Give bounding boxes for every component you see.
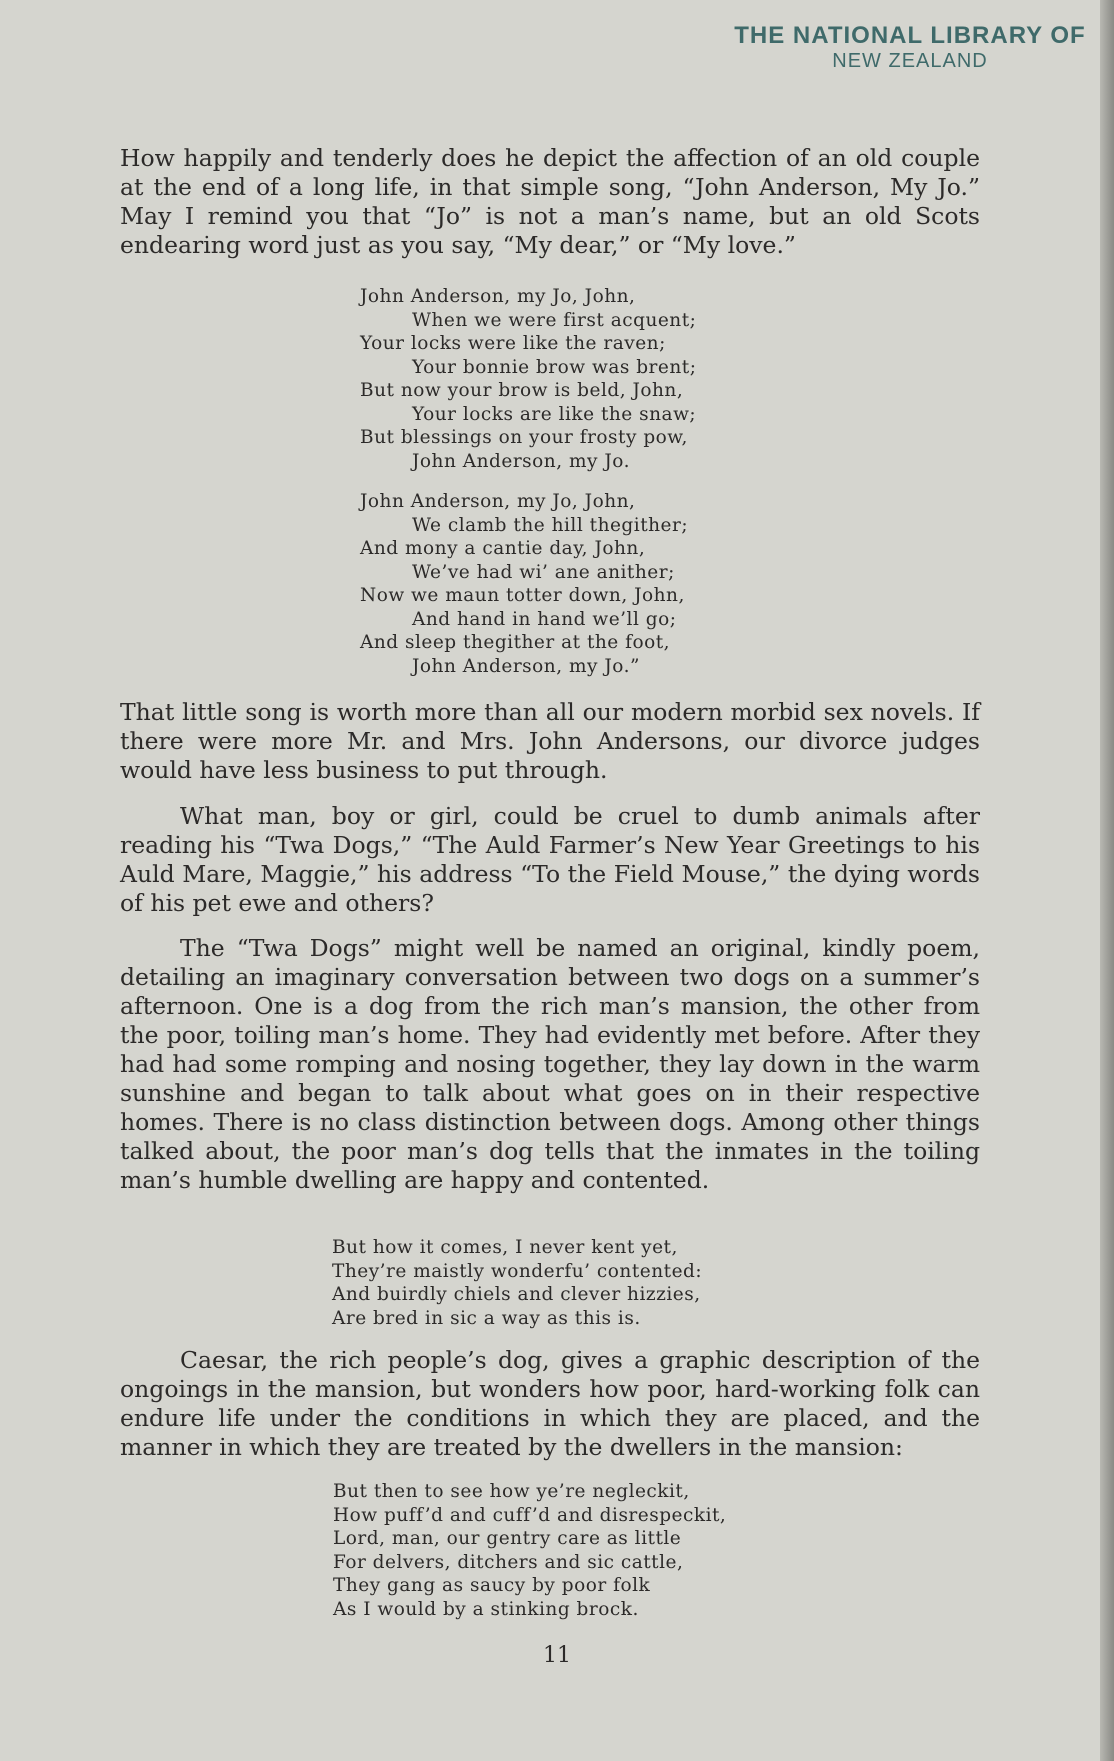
- poem-line: They gang as saucy by poor folk: [333, 1575, 651, 1596]
- paragraph-text: The “Twa Dogs” might well be named an original, kindly poem, detailing an imaginary conversation between two dogs on a summer’s afternoon. One is a dog from the rich man’s mansion, the other from the poor, toiling man’s home. They had evidently met before. After they had had some romping and nosing together, they lay down in the warm sunshine and began to talk about what goes on in their respective homes. There is no class distinction between dogs. Among other things talked about, the poor man’s dog tells that the inmates in the toiling man’s humble dwelling are happy and contented.: [120, 934, 980, 1194]
- poem-line: John Anderson, my Jo, John,: [360, 286, 636, 307]
- poem-line: And sleep thegither at the foot,: [360, 632, 671, 653]
- book-spine-edge: [1100, 0, 1114, 1761]
- poem-line: But then to see how ye’re negleckit,: [333, 1481, 690, 1502]
- poem-stanza-1: [360, 285, 696, 473]
- poem-line: Your bonnie brow was brent;: [412, 356, 697, 378]
- poem-line: We’ve had wi’ ane anither;: [412, 561, 675, 583]
- poem-line: Now we maun totter down, John,: [360, 585, 685, 606]
- paragraph-intro: [120, 144, 980, 260]
- poem-line: They’re maistly wonderfu’ contented:: [332, 1260, 703, 1282]
- poem-line: And mony a cantie day, John,: [360, 538, 646, 559]
- paragraph-caesar: [120, 1346, 980, 1462]
- stamp-line-2: NEW ZEALAND: [832, 50, 988, 72]
- paragraph-text: Caesar, the rich people’s dog, gives a graphic description of the ongoings in the mansion, but wonders how poor, hard-working folk can endure life under the conditions in which they are placed, and the manner in which they are treated by the dwellers in the mansion:: [120, 1346, 980, 1461]
- poem-line: John Anderson, my Jo.”: [412, 655, 640, 677]
- stamp-line-1: THE NATIONAL LIBRARY OF: [734, 22, 1086, 49]
- poem-line: For delvers, ditchers and sic cattle,: [333, 1551, 684, 1573]
- poem-line: When we were first acquent;: [412, 309, 697, 331]
- paragraph-animals: [120, 802, 980, 918]
- paragraph-text: That little song is worth more than all our modern morbid sex novels. If there were more Mr. and Mrs. John Andersons, our divorce judges would have less business to put through.: [120, 698, 980, 784]
- poem-line: And hand in hand we’ll go;: [412, 608, 677, 630]
- paragraph-twa-dogs: [120, 934, 980, 1195]
- poem-quote-2: [333, 1480, 726, 1621]
- poem-stanza-2: [360, 490, 688, 678]
- poem-line: Your locks were like the raven;: [360, 333, 666, 354]
- page-number: 11: [543, 1643, 571, 1668]
- paragraph-text: How happily and tenderly does he depict the affection of an old couple at the end of a long life, in that simple song, “John Anderson, My Jo.” May I remind you that “Jo” is not a man’s name, but an old Scots endearing word just as you say, “My dear,” or “My love.”: [120, 144, 980, 259]
- poem-line: Your locks are like the snaw;: [412, 403, 697, 425]
- poem-quote-1: [332, 1236, 702, 1330]
- poem-line: Lord, man, our gentry care as little: [333, 1528, 682, 1549]
- poem-line: But now your brow is beld, John,: [360, 380, 684, 401]
- library-stamp: [720, 22, 1100, 73]
- poem-line: But blessings on your frosty pow,: [360, 427, 688, 448]
- paragraph-text: What man, boy or girl, could be cruel to dumb animals after reading his “Twa Dogs,” “The Auld Farmer’s New Year Greetings to his Auld Mare, Maggie,” his address “To the Field Mouse,” the dying words of his pet ewe and others?: [120, 802, 980, 917]
- poem-line: And buirdly chiels and clever hizzies,: [332, 1284, 701, 1305]
- poem-line: How puff’d and cuff’d and disrespeckit,: [333, 1504, 727, 1526]
- poem-line: As I would by a stinking brock.: [333, 1598, 639, 1620]
- poem-line: John Anderson, my Jo.: [412, 450, 630, 472]
- poem-line: John Anderson, my Jo, John,: [360, 491, 636, 512]
- paragraph-song-worth: [120, 698, 980, 785]
- poem-line: But how it comes, I never kent yet,: [332, 1237, 678, 1258]
- poem-line: We clamb the hill thegither;: [412, 514, 689, 536]
- poem-line: Are bred in sic a way as this is.: [332, 1307, 641, 1329]
